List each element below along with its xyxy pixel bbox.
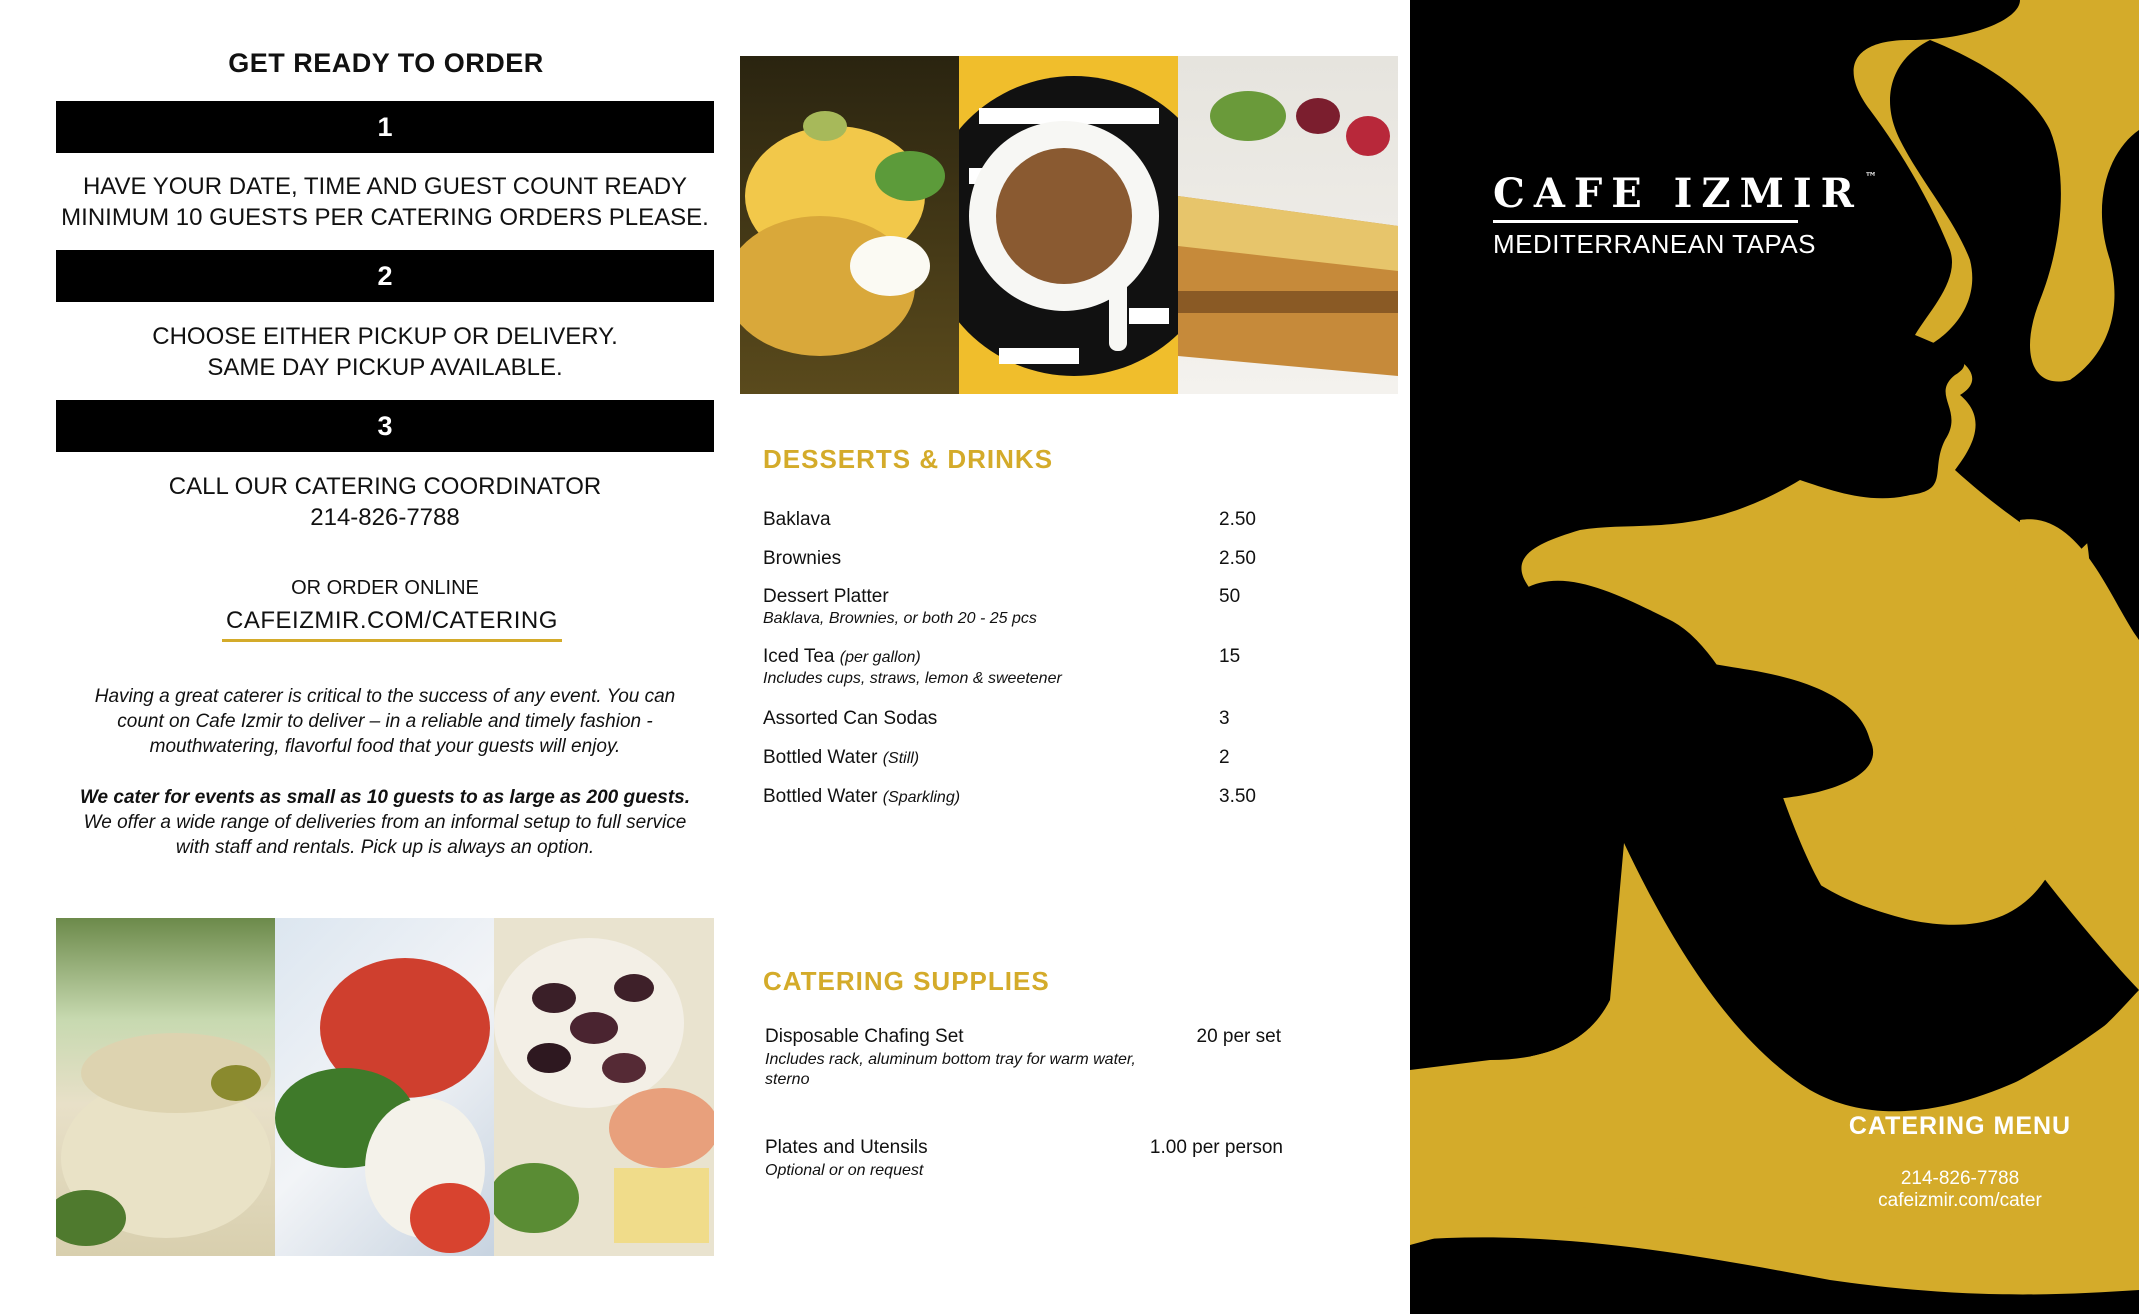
hummus-photo: [56, 918, 275, 1256]
order-title: GET READY TO ORDER: [228, 48, 544, 78]
step-1-text: [56, 171, 714, 233]
brand-subtitle: MEDITERRANEAN TAPAS: [1493, 229, 1816, 259]
menu-item-price: 2.50: [1219, 548, 1256, 569]
baklava-image: [1178, 56, 1398, 394]
menu-item-description: Baklava, Brownies, or both 20 - 25 pcs: [763, 610, 1037, 627]
brand-logo: [1493, 170, 1877, 260]
supply-item-description: Includes rack, aluminum bottom tray for warm water, sterno: [765, 1051, 1136, 1088]
menu-item-name: Baklava: [763, 509, 831, 530]
menu-item: [763, 747, 1283, 769]
caprese-image: [275, 918, 494, 1256]
menu-item: [763, 786, 1283, 808]
cover-phone: 214-826-7788: [1900, 1168, 2020, 1189]
step-3-text: [56, 471, 714, 533]
menu-item-name: Bottled Water: [763, 786, 878, 807]
supply-item-price: 1.00 per person: [1149, 1137, 1283, 1158]
menu-item-qualifier: (per gallon): [839, 649, 921, 666]
menu-item: [763, 509, 1283, 531]
supplies-section-title: CATERING SUPPLIES: [763, 966, 1050, 996]
hummus-image: [56, 918, 275, 1256]
step-1-line-1: HAVE YOUR DATE, TIME AND GUEST COUNT READY: [82, 173, 688, 200]
or-order-online-label: OR ORDER ONLINE: [291, 577, 479, 599]
step-2-bar: [56, 250, 714, 302]
brand-divider: [1493, 220, 1798, 223]
catering-url-link[interactable]: CAFEIZMIR.COM/CATERING: [222, 607, 562, 642]
ice-cream-image: [740, 56, 959, 394]
menu-item: [763, 548, 1283, 570]
menu-item-name: Bottled Water: [763, 747, 878, 768]
menu-item-price: 50: [1219, 586, 1241, 607]
step-3-line-2: 214-826-7788: [310, 504, 460, 531]
supply-item-price: 20 per set: [1196, 1026, 1281, 1047]
supply-item-description: Optional or on request: [765, 1162, 924, 1179]
step-2-text: [56, 321, 714, 383]
menu-item: [763, 646, 1283, 688]
supply-item-name: Disposable Chafing Set: [765, 1026, 964, 1047]
menu-item-price: 2: [1219, 747, 1230, 768]
trademark-symbol: ™: [1864, 170, 1877, 184]
brand-name: [1493, 170, 1877, 217]
step-1-number: 1: [377, 111, 393, 142]
intro-paragraph-2: [70, 785, 700, 860]
step-2-line-2: SAME DAY PICKUP AVAILABLE.: [207, 354, 563, 381]
menu-item: [763, 708, 1283, 730]
intro-paragraph: Having a great caterer is critical to the success of any event. You can count on Cafe Izmir to deliver – in a reliable and timely fashion - mouthwatering, flavorful food that your guests will enjoy.: [94, 686, 676, 757]
baklava-photo: [1178, 56, 1398, 394]
coffee-image: [959, 56, 1178, 394]
catering-menu-title: CATERING MENU: [1848, 1112, 2072, 1140]
ice-cream-photo: [740, 56, 959, 394]
olives-photo: [494, 918, 714, 1256]
step-1-line-2: MINIMUM 10 GUESTS PER CATERING ORDERS PLEASE.: [61, 204, 709, 231]
supply-item: [765, 1137, 1285, 1181]
supply-item: [765, 1026, 1285, 1090]
caprese-photo: [275, 918, 494, 1256]
coffee-photo: [959, 56, 1178, 394]
menu-item-price: 2.50: [1219, 509, 1256, 530]
menu-item-price: 15: [1219, 646, 1241, 667]
step-2-number: 2: [377, 260, 393, 291]
step-3-number: 3: [377, 410, 393, 441]
menu-item-name: Assorted Can Sodas: [763, 708, 938, 729]
menu-item-qualifier: (Still): [882, 750, 920, 767]
intro-bold-text: We cater for events as small as 10 guests to as large as 200 guests.: [79, 787, 691, 808]
menu-item-price: 3.50: [1219, 786, 1256, 807]
menu-item-price: 3: [1219, 708, 1230, 729]
brand-name-text: CAFE IZMIR: [1493, 170, 1863, 217]
step-1-bar: [56, 101, 714, 153]
intro-rest-text: We offer a wide range of deliveries from an informal setup to full service with staff and rentals. Pick up is always an option.: [83, 812, 687, 858]
olives-image: [494, 918, 714, 1256]
menu-item-name: Brownies: [763, 548, 842, 569]
menu-item-description: Includes cups, straws, lemon & sweetener: [763, 670, 1062, 687]
step-3-bar: [56, 400, 714, 452]
cover-url[interactable]: cafeizmir.com/cater: [1878, 1190, 2042, 1211]
supply-item-name: Plates and Utensils: [765, 1137, 928, 1158]
menu-item-name: Iced Tea: [763, 646, 835, 667]
step-3-line-1: CALL OUR CATERING COORDINATOR: [168, 473, 602, 500]
step-2-line-1: CHOOSE EITHER PICKUP OR DELIVERY.: [152, 323, 618, 350]
menu-item-qualifier: (Sparkling): [882, 789, 961, 806]
desserts-section-title: DESSERTS & DRINKS: [763, 444, 1054, 474]
menu-item-name: Dessert Platter: [763, 586, 889, 607]
menu-item: [763, 586, 1283, 628]
